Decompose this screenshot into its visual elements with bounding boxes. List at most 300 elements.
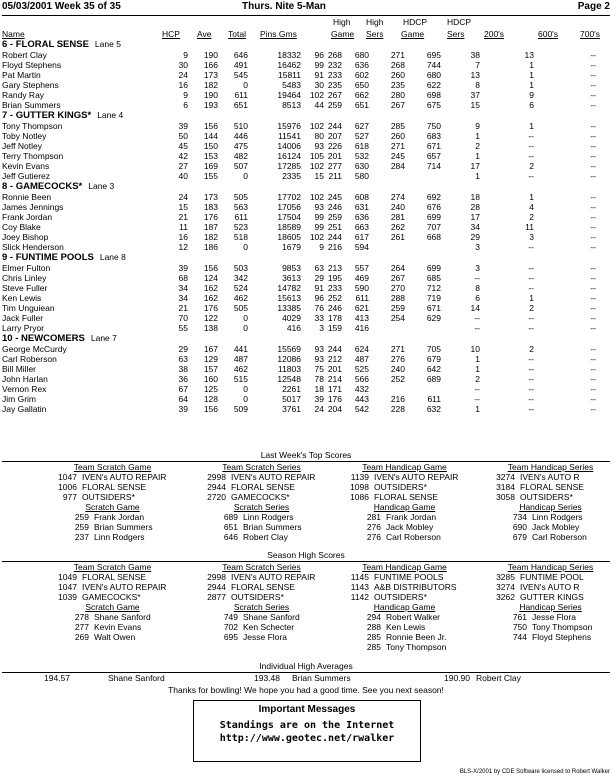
count-700s: --	[590, 232, 596, 242]
bowler-name: Frank Jordan	[386, 512, 437, 522]
average: 187	[203, 222, 218, 232]
avg-value-3: 190.90	[444, 673, 470, 683]
bowler-row	[2, 213, 610, 223]
games: 102	[309, 232, 324, 242]
hcp: 12	[178, 242, 188, 252]
hcp: 55	[178, 323, 188, 333]
average: 162	[203, 293, 218, 303]
hdcp-series: 657	[426, 151, 441, 161]
average: 176	[203, 303, 218, 313]
count-200s: 9	[475, 121, 480, 131]
score-value: 259	[74, 522, 89, 532]
date-week: 05/03/2001 Week 35 of 35	[2, 1, 121, 12]
score-value: 269	[74, 632, 89, 642]
bowler-row	[2, 405, 610, 415]
league-name: Thurs. Nite 5-Man	[242, 1, 326, 12]
bowler-name: Ken Lewis	[2, 293, 42, 303]
score-value: 2877	[207, 592, 226, 602]
score-value: 690	[512, 522, 527, 532]
average: 155	[203, 171, 218, 181]
team-lane: Lane 7	[90, 333, 117, 343]
bowler-name: Chris Linley	[2, 273, 47, 283]
individual-category-title: Handicap Series	[519, 502, 582, 512]
count-200s: 29	[470, 232, 480, 242]
high-series: 432	[354, 384, 369, 394]
count-600s: 1	[529, 293, 534, 303]
total: 611	[234, 90, 248, 100]
count-700s: --	[590, 131, 596, 141]
total: 487	[233, 354, 248, 364]
games: 99	[314, 60, 324, 70]
games: 96	[314, 50, 324, 60]
count-700s: --	[590, 344, 596, 354]
score-value: 651	[223, 522, 238, 532]
bowler-name: Brian Summers	[243, 522, 302, 532]
team-category-title: Team Scratch Series	[222, 562, 301, 572]
games: 78	[314, 374, 324, 384]
bowler-name: Terry Thompson	[2, 151, 64, 161]
high-game: 235	[327, 80, 342, 90]
total: 462	[233, 364, 248, 374]
bowler-name: Linn Rodgers	[532, 512, 583, 522]
hcp: 24	[178, 192, 188, 202]
count-700s: --	[590, 404, 596, 414]
team-lane: Lane 5	[94, 39, 121, 49]
bowler-name: Shane Sanford	[94, 612, 151, 622]
score-value: 1142	[350, 592, 369, 602]
total: 503	[233, 263, 248, 273]
bowler-name: Coy Blake	[2, 222, 41, 232]
count-700s: --	[590, 293, 596, 303]
team-name: FLORAL SENSE	[374, 492, 438, 502]
team-name: FLORAL SENSE	[82, 482, 146, 492]
count-200s: 1	[475, 404, 480, 414]
hdcp-game: 235	[390, 80, 405, 90]
team-name: FUNTIME POOL	[520, 572, 584, 582]
bowler-name: Shane Sanford	[243, 612, 300, 622]
hdcp-series: 685	[426, 273, 441, 283]
high-series: 525	[354, 364, 369, 374]
average: 169	[203, 161, 218, 171]
high-game: 204	[327, 404, 342, 414]
count-700s: --	[590, 90, 596, 100]
count-600s: --	[528, 374, 534, 384]
hdcp-series: 698	[426, 90, 441, 100]
total: 0	[243, 323, 248, 333]
bowler-name: Pat Martin	[2, 70, 41, 80]
col-hdcp-game-2: Game	[401, 29, 425, 39]
count-600s: 9	[529, 90, 534, 100]
pins: 11541	[277, 131, 301, 141]
bowler-row	[2, 365, 610, 375]
average: 183	[203, 202, 218, 212]
high-series: 416	[354, 323, 369, 333]
total: 482	[233, 151, 248, 161]
count-600s: --	[528, 364, 534, 374]
bowler-name: Vernon Rex	[2, 384, 47, 394]
high-game: 233	[327, 283, 342, 293]
high-series: 663	[354, 222, 369, 232]
col-pins-gms: Pins Gms	[260, 29, 297, 39]
team-category-title: Team Handicap Series	[507, 562, 594, 572]
hcp: 27	[178, 161, 188, 171]
col-hdcp-game-1: HDCP	[403, 17, 428, 27]
avg-value-2: 193.48	[254, 673, 280, 683]
bowler-name: Kevin Evans	[94, 622, 142, 632]
individual-category-title: Handicap Game	[373, 502, 436, 512]
count-700s: --	[590, 171, 596, 181]
bowler-name: Toby Notley	[2, 131, 47, 141]
avg-name-1: Shane Sanford	[108, 673, 165, 683]
pins: 17285	[277, 161, 301, 171]
last-week-title: Last Week's Top Scores	[260, 450, 352, 460]
count-700s: --	[590, 263, 596, 273]
score-block	[189, 463, 334, 543]
bowler-name: Elmer Fulton	[2, 263, 51, 273]
score-value: 1047	[58, 472, 77, 482]
score-block	[40, 463, 185, 543]
high-series: 469	[354, 273, 369, 283]
hdcp-game: 228	[390, 404, 405, 414]
bowler-row	[2, 152, 610, 162]
score-block	[478, 563, 614, 643]
count-600s: 2	[529, 212, 534, 222]
count-200s: 3	[475, 263, 480, 273]
hdcp-series: 705	[426, 344, 441, 354]
team-name: OUTSIDERS*	[374, 482, 427, 492]
team-title: 7 - GUTTER KINGS*	[2, 110, 92, 121]
team-category-title: Team Scratch Game	[73, 562, 152, 572]
average: 129	[203, 354, 218, 364]
bowler-row	[2, 274, 610, 284]
pins: 17504	[277, 212, 301, 222]
total: 0	[243, 384, 248, 394]
hdcp-game: 280	[390, 90, 405, 100]
bowler-row	[2, 132, 610, 142]
col-600s: 600's	[538, 29, 559, 39]
high-series: 680	[354, 50, 369, 60]
bowler-name: Gary Stephens	[2, 80, 59, 90]
team-category-title: Team Scratch Game	[73, 462, 152, 472]
team-name: FUNTIME POOLS	[374, 572, 444, 582]
total: 505	[233, 192, 248, 202]
software-footer: BLS-X/2001 by CDE Software licensed to Robert Walker	[459, 769, 610, 775]
high-game: 232	[327, 60, 342, 70]
score-value: 276	[366, 532, 381, 542]
score-value: 276	[366, 522, 381, 532]
bowler-name: Ken Schecter	[243, 622, 295, 632]
pins: 15811	[277, 70, 301, 80]
team-name: OUTSIDERS*	[231, 592, 284, 602]
hdcp-game: 284	[390, 161, 405, 171]
high-game: 233	[327, 70, 342, 80]
score-value: 744	[512, 632, 527, 642]
col-high-game-2: Game	[331, 29, 355, 39]
hcp: 36	[178, 374, 188, 384]
score-value: 3274	[496, 472, 515, 482]
hcp: 21	[178, 212, 188, 222]
col-hdcp-sers-1: HDCP	[447, 17, 472, 27]
high-game: 246	[327, 202, 342, 212]
high-series: 618	[354, 141, 369, 151]
count-600s: --	[528, 273, 534, 283]
average: 122	[203, 313, 218, 323]
hcp: 68	[178, 273, 188, 283]
hdcp-series: 680	[426, 70, 441, 80]
total: 510	[233, 121, 248, 131]
score-value: 237	[74, 532, 89, 542]
hcp: 29	[178, 344, 188, 354]
high-game: 201	[327, 364, 342, 374]
score-value: 1086	[350, 492, 369, 502]
total: 646	[233, 50, 248, 60]
hdcp-series: 675	[426, 100, 441, 110]
team-header	[2, 40, 610, 51]
team-score-row	[189, 493, 334, 503]
score-value: 2944	[207, 582, 226, 592]
bowler-row	[2, 101, 610, 111]
team-score-row	[40, 593, 185, 603]
column-headers	[2, 17, 610, 39]
count-600s: 4	[529, 202, 534, 212]
hdcp-series: 683	[426, 131, 441, 141]
bowler-name: Jeff Gutierez	[2, 171, 51, 181]
hcp: 39	[178, 263, 188, 273]
total: 0	[243, 80, 248, 90]
score-value: 977	[62, 492, 77, 502]
hdcp-series: 719	[426, 293, 441, 303]
high-game: 216	[327, 242, 342, 252]
individual-score-row	[189, 533, 334, 543]
hdcp-series: 679	[426, 354, 441, 364]
pins: 12086	[277, 354, 301, 364]
bowler-name: Floyd Stephens	[2, 60, 62, 70]
total: 0	[243, 313, 248, 323]
hcp: 38	[178, 364, 188, 374]
team-score-row	[332, 493, 477, 503]
bowler-name: Jesse Flora	[532, 612, 576, 622]
pins: 5483	[282, 80, 301, 90]
high-series: 566	[354, 374, 369, 384]
total: 475	[233, 141, 248, 151]
high-series: 557	[354, 263, 369, 273]
bowler-name: Jim Grim	[2, 394, 36, 404]
hdcp-game: 261	[390, 232, 405, 242]
hdcp-game: 216	[390, 394, 405, 404]
score-value: 761	[512, 612, 527, 622]
score-value: 3184	[496, 482, 515, 492]
bowler-name: Floyd Stephens	[532, 632, 592, 642]
games: 93	[314, 141, 324, 151]
average: 160	[203, 374, 218, 384]
high-game: 195	[327, 273, 342, 283]
average: 124	[203, 273, 218, 283]
count-600s: --	[528, 384, 534, 394]
high-series: 617	[354, 232, 369, 242]
average: 173	[203, 192, 218, 202]
pins: 2335	[282, 171, 301, 181]
hdcp-series: 676	[426, 202, 441, 212]
team-lane: Lane 4	[97, 110, 124, 120]
score-block	[40, 563, 185, 643]
col-high-sers-2: Sers	[366, 29, 384, 39]
bowler-name: Tony Thompson	[386, 642, 447, 652]
count-600s: 2	[529, 303, 534, 313]
bowler-row	[2, 314, 610, 324]
hcp: 34	[178, 293, 188, 303]
games: 105	[309, 151, 324, 161]
messages-url[interactable]: http://www.geotec.net/rwalker	[219, 733, 395, 744]
hcp: 30	[178, 60, 188, 70]
high-game: 252	[327, 293, 342, 303]
team-category-title: Team Handicap Game	[362, 562, 447, 572]
average: 157	[203, 364, 218, 374]
score-value: 702	[223, 622, 238, 632]
pins: 15976	[277, 121, 301, 131]
games: 39	[314, 394, 324, 404]
hcp: 24	[178, 70, 188, 80]
col-200s: 200's	[484, 29, 505, 39]
hdcp-series: 632	[426, 404, 441, 414]
games: 91	[314, 283, 324, 293]
high-series: 636	[354, 60, 369, 70]
pins: 18605	[277, 232, 301, 242]
count-200s: 18	[470, 192, 480, 202]
bowler-row	[2, 395, 610, 405]
pins: 3761	[282, 404, 301, 414]
hcp: 11	[179, 222, 188, 232]
team-name: IVEN's AUTO REPAIR	[82, 472, 167, 482]
score-value: 1049	[58, 572, 77, 582]
individual-category-title: Handicap Series	[519, 602, 582, 612]
count-600s: 3	[529, 232, 534, 242]
col-ave: Ave	[197, 29, 212, 39]
score-value: 2998	[207, 572, 226, 582]
bowler-row	[2, 284, 610, 294]
games: 102	[309, 192, 324, 202]
hdcp-game: 260	[390, 70, 405, 80]
high-series: 627	[354, 121, 369, 131]
count-600s: 2	[529, 161, 534, 171]
average: 176	[203, 212, 218, 222]
games: 75	[314, 364, 324, 374]
team-score-row	[478, 493, 614, 503]
games: 33	[314, 313, 324, 323]
col-high-game-1: High	[333, 17, 351, 27]
team-score-row	[189, 593, 334, 603]
count-200s: --	[474, 273, 480, 283]
bowler-row	[2, 223, 610, 233]
games: 93	[314, 344, 324, 354]
team-title: 9 - FUNTIME POOLS	[2, 252, 94, 263]
score-value: 1047	[58, 582, 77, 592]
count-700s: --	[590, 192, 596, 202]
team-score-row	[40, 493, 185, 503]
count-700s: --	[590, 121, 596, 131]
team-title: 10 - NEWCOMERS	[2, 333, 85, 344]
count-700s: --	[590, 222, 596, 232]
hdcp-game: 267	[390, 273, 405, 283]
pins: 18589	[277, 222, 301, 232]
important-messages-box	[193, 700, 421, 762]
bowler-row	[2, 294, 610, 304]
hdcp-game: 267	[390, 100, 405, 110]
hdcp-game: 240	[390, 202, 405, 212]
col-700s: 700's	[580, 29, 601, 39]
pins: 2261	[282, 384, 301, 394]
count-600s: --	[528, 283, 534, 293]
games: 18	[314, 384, 324, 394]
individual-score-row	[332, 533, 477, 543]
hdcp-game: 245	[390, 151, 405, 161]
hcp: 34	[178, 283, 188, 293]
count-200s: 37	[470, 90, 480, 100]
pins: 17702	[277, 192, 301, 202]
count-200s: 10	[470, 344, 480, 354]
count-700s: --	[590, 242, 596, 252]
hdcp-game: 285	[390, 121, 405, 131]
total: 342	[233, 273, 248, 283]
count-200s: 14	[470, 303, 480, 313]
team-name: FLORAL SENSE	[231, 482, 295, 492]
score-value: 2720	[207, 492, 226, 502]
count-600s: 11	[525, 222, 534, 232]
score-block	[332, 463, 477, 543]
score-value: 1006	[58, 482, 77, 492]
count-700s: --	[590, 202, 596, 212]
individual-category-title: Scratch Series	[233, 502, 290, 512]
team-name: A&B DISTRIBUTORS	[374, 582, 457, 592]
high-game: 171	[327, 384, 342, 394]
hcp: 63	[178, 354, 188, 364]
average: 182	[203, 232, 218, 242]
individual-category-title: Scratch Game	[85, 602, 140, 612]
team-name: GAMECOCKS*	[82, 592, 141, 602]
total: 509	[233, 404, 248, 414]
avg-name-3: Robert Clay	[476, 673, 521, 683]
high-series: 621	[354, 303, 369, 313]
individual-score-row	[478, 633, 614, 643]
bowler-name: Robert Walker	[386, 612, 441, 622]
col-hdcp-sers-2: Sers	[447, 29, 465, 39]
pins: 15569	[277, 344, 301, 354]
count-200s: 2	[475, 374, 480, 384]
team-score-row	[332, 593, 477, 603]
bowler-name: Carl Roberson	[532, 532, 587, 542]
high-game: 244	[327, 344, 342, 354]
count-700s: --	[590, 80, 596, 90]
count-600s: --	[528, 404, 534, 414]
count-200s: 1	[475, 151, 480, 161]
pins: 5017	[282, 394, 301, 404]
thanks-message: Thanks for bowling! We hope you had a good time. See you next season!	[168, 685, 444, 695]
total: 0	[243, 171, 248, 181]
games: 80	[314, 131, 324, 141]
high-series: 532	[354, 151, 369, 161]
col-hcp: HCP	[162, 29, 180, 39]
count-200s: --	[474, 323, 480, 333]
games: 96	[314, 293, 324, 303]
bowler-name: Tony Thompson	[532, 622, 593, 632]
high-game: 212	[327, 354, 342, 364]
high-game: 245	[327, 192, 342, 202]
count-700s: --	[590, 384, 596, 394]
hcp: 70	[178, 313, 188, 323]
count-700s: --	[590, 283, 596, 293]
high-game: 246	[327, 303, 342, 313]
bowler-name: Steve Fuller	[2, 283, 48, 293]
bowler-name: Larry Pryor	[2, 323, 45, 333]
